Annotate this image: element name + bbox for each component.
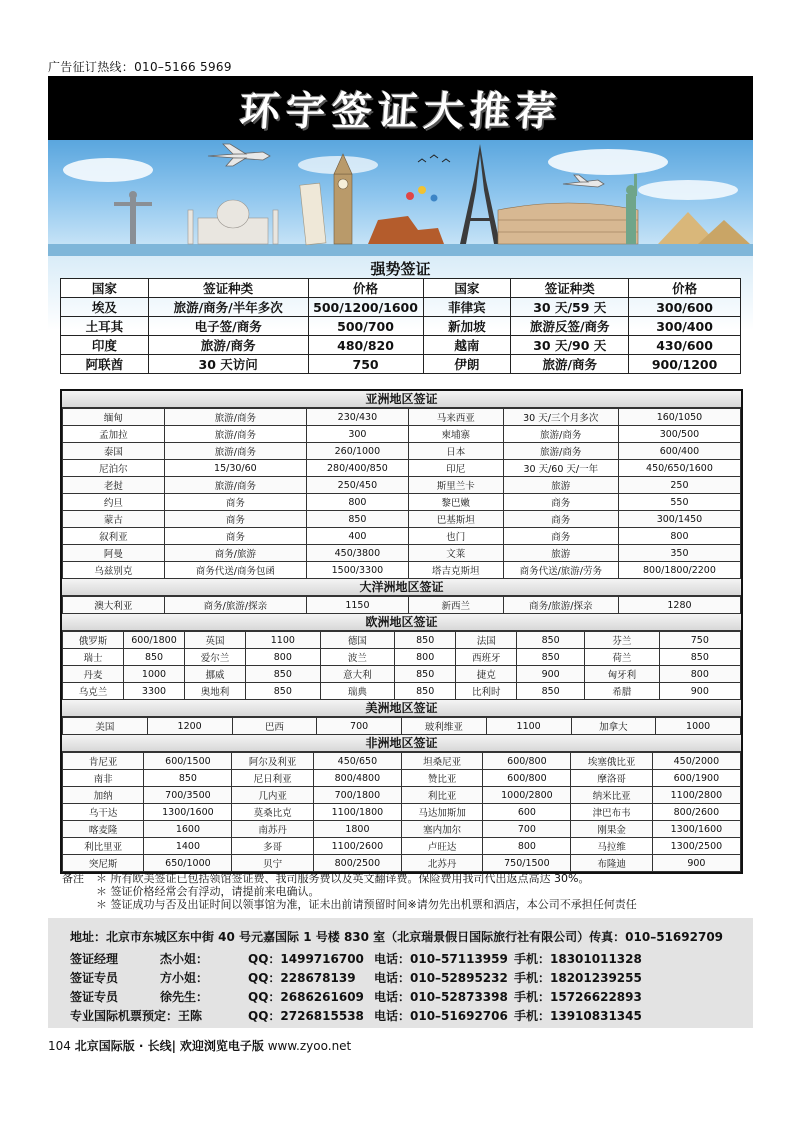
contact-name: 杰小姐： [160, 952, 209, 966]
contact-name: 方小姐： [160, 971, 209, 985]
table-cell: 新西兰 [408, 597, 503, 614]
table-cell: 泰国 [63, 443, 165, 460]
africa-visa-table [62, 752, 741, 872]
table-cell: 850 [307, 511, 409, 528]
table-cell: 850 [517, 683, 585, 700]
table-cell: 黎巴嫩 [408, 494, 503, 511]
contact-row [70, 1007, 753, 1026]
table-row [63, 821, 741, 838]
table-cell: 孟加拉 [63, 426, 165, 443]
table-cell: 15/30/60 [164, 460, 306, 477]
table-cell: 塞内加尔 [401, 821, 482, 838]
table-cell: 商务 [164, 494, 306, 511]
table-cell: 商务 [503, 494, 618, 511]
africa-section-title: 非洲地区签证 [62, 735, 741, 752]
table-cell: 300/1450 [618, 511, 740, 528]
table-cell: 德国 [320, 632, 395, 649]
contact-box [48, 918, 753, 1028]
notes-section [62, 872, 637, 911]
table-cell: 旅游 [503, 545, 618, 562]
table-cell: 800/4800 [313, 770, 401, 787]
table-cell: 利比里亚 [63, 838, 144, 855]
table-cell: 津巴布韦 [571, 804, 652, 821]
table-cell: 900 [652, 855, 740, 872]
table-cell: 柬埔寨 [408, 426, 503, 443]
table-cell: 850 [395, 632, 456, 649]
contact-qq: QQ：1499716700 [248, 952, 364, 966]
europe-visa-table [62, 631, 741, 700]
table-cell: 旅游/商务 [511, 355, 629, 374]
table-cell: 荷兰 [585, 649, 660, 666]
table-cell: 750 [659, 632, 740, 649]
contact-row [70, 969, 753, 988]
table-cell: 700 [483, 821, 571, 838]
table-cell: 700 [317, 718, 402, 735]
table-row [63, 443, 741, 460]
table-row [63, 649, 741, 666]
table-cell: 商务/旅游/探亲 [164, 597, 306, 614]
table-cell: 500/700 [308, 317, 423, 336]
table-cell: 1400 [144, 838, 232, 855]
contact-row [70, 988, 753, 1007]
company-address: 地址：北京市东城区东中街 40 号元嘉国际 1 号楼 830 室（北京瑞景假日国际旅行社有限公司）传真：010–51692709 [70, 930, 724, 944]
welcome-text: 欢迎浏览电子版 [179, 1039, 264, 1053]
table-row [63, 511, 741, 528]
table-cell: 越南 [423, 336, 511, 355]
table-row [63, 494, 741, 511]
table-row [63, 477, 741, 494]
table-cell: 30 天访问 [148, 355, 308, 374]
table-cell: 商务代送/商务包函 [164, 562, 306, 579]
table-cell: 菲律宾 [423, 298, 511, 317]
table-cell: 俄罗斯 [63, 632, 124, 649]
table-cell: 埃塞俄比亚 [571, 753, 652, 770]
table-cell: 突尼斯 [63, 855, 144, 872]
table-cell: 800 [618, 528, 740, 545]
table-row [63, 683, 741, 700]
table-cell: 马拉维 [571, 838, 652, 855]
table-cell: 480/820 [308, 336, 423, 355]
table-row [63, 632, 741, 649]
table-cell: 30 天/60 天/一年 [503, 460, 618, 477]
table-cell: 1600 [144, 821, 232, 838]
table-cell: 750 [308, 355, 423, 374]
america-section-title: 美洲地区签证 [62, 700, 741, 717]
table-cell: 阿尔及利亚 [232, 753, 313, 770]
table-cell: 400 [307, 528, 409, 545]
table-cell: 旅游/商务 [164, 409, 306, 426]
table-cell: 坦桑尼亚 [401, 753, 482, 770]
table-cell: 奥地利 [185, 683, 246, 700]
table-row [63, 545, 741, 562]
table-cell: 600/800 [483, 770, 571, 787]
table-cell: 旅游/商务/半年多次 [148, 298, 308, 317]
table-cell: 商务/旅游 [164, 545, 306, 562]
star-icon: ＊ [96, 885, 111, 898]
table-row [63, 528, 741, 545]
table-cell: 800/1800/2200 [618, 562, 740, 579]
table-cell: 比利时 [456, 683, 517, 700]
table-cell: 巴基斯坦 [408, 511, 503, 528]
table-cell: 1300/1600 [144, 804, 232, 821]
table-cell: 喀麦隆 [63, 821, 144, 838]
table-cell: 乌兹别克 [63, 562, 165, 579]
table-cell: 600/1900 [652, 770, 740, 787]
star-icon: ＊ [96, 898, 111, 911]
table-cell: 旅游 [503, 477, 618, 494]
table-cell: 1000/2800 [483, 787, 571, 804]
oceania-visa-table [62, 596, 741, 614]
ad-hotline: 广告征订热线：010–5166 5969 [48, 60, 232, 74]
table-cell: 旅游/商务 [503, 443, 618, 460]
table-cell: 南非 [63, 770, 144, 787]
table-cell: 印尼 [408, 460, 503, 477]
table-cell: 商务/旅游/探亲 [503, 597, 618, 614]
table-cell: 800 [395, 649, 456, 666]
landmarks-illustration [48, 140, 753, 264]
page-number: 104 [48, 1039, 71, 1053]
contact-qq: QQ：228678139 [248, 971, 356, 985]
table-cell: 280/400/850 [307, 460, 409, 477]
contact-role: 签证经理 [70, 952, 119, 966]
table-cell: 800 [307, 494, 409, 511]
table-row [63, 753, 741, 770]
table-cell: 赞比亚 [401, 770, 482, 787]
table-cell: 1000 [656, 718, 741, 735]
table-cell: 土耳其 [61, 317, 149, 336]
table-cell: 波兰 [320, 649, 395, 666]
table-cell: 埃及 [61, 298, 149, 317]
table-cell: 430/600 [629, 336, 741, 355]
table-cell: 1100 [246, 632, 321, 649]
table-cell: 300/600 [629, 298, 741, 317]
table-cell: 阿联酋 [61, 355, 149, 374]
table-cell: 旅游/商务 [148, 336, 308, 355]
table-cell: 旅游/商务 [503, 426, 618, 443]
table-cell: 850 [659, 649, 740, 666]
table-row [63, 666, 741, 683]
table-cell: 1000 [124, 666, 185, 683]
table-cell: 尼日利亚 [232, 770, 313, 787]
table-cell: 1150 [307, 597, 409, 614]
table-row [63, 787, 741, 804]
table-cell: 850 [124, 649, 185, 666]
header-cell: 价格 [629, 279, 741, 298]
table-cell: 意大利 [320, 666, 395, 683]
table-cell: 乌干达 [63, 804, 144, 821]
edition-label: 北京国际版 · 长线| [74, 1039, 177, 1053]
contact-mobile: 手机：15726622893 [514, 990, 642, 1004]
table-cell: 芬兰 [585, 632, 660, 649]
table-cell: 700/1800 [313, 787, 401, 804]
table-row [61, 336, 741, 355]
table-row [63, 597, 741, 614]
note-text: 所有欧美签证已包括领馆签证费、我司服务费以及英文翻译费。保险费用我司代出返点高达 30%。 [110, 872, 590, 885]
header-cell: 签证种类 [511, 279, 629, 298]
table-cell: 刚果金 [571, 821, 652, 838]
contact-phone: 电话：010–52895232 [374, 971, 508, 985]
table-cell: 匈牙利 [585, 666, 660, 683]
table-cell: 瑞士 [63, 649, 124, 666]
table-cell: 850 [517, 649, 585, 666]
table-cell: 南苏丹 [232, 821, 313, 838]
table-cell: 商务 [164, 511, 306, 528]
contact-phone: 电话：010–51692706 [374, 1009, 508, 1023]
header-cell: 签证种类 [148, 279, 308, 298]
contact-mobile: 手机：18201239255 [514, 971, 642, 985]
table-row [61, 298, 741, 317]
table-cell: 550 [618, 494, 740, 511]
table-cell: 日本 [408, 443, 503, 460]
table-cell: 法国 [456, 632, 517, 649]
table-cell: 印度 [61, 336, 149, 355]
contact-phone: 电话：010–52873398 [374, 990, 508, 1004]
table-cell: 300/500 [618, 426, 740, 443]
table-cell: 450/2000 [652, 753, 740, 770]
banner-title: 环宇签证大推荐 [237, 88, 563, 135]
table-cell: 30 天/90 天 [511, 336, 629, 355]
table-cell: 600/800 [483, 753, 571, 770]
table-cell: 马达加斯加 [401, 804, 482, 821]
table-cell: 450/3800 [307, 545, 409, 562]
table-cell: 1100/1800 [313, 804, 401, 821]
table-cell: 尼泊尔 [63, 460, 165, 477]
table-cell: 800 [483, 838, 571, 855]
table-cell: 纳米比亚 [571, 787, 652, 804]
table-cell: 300/400 [629, 317, 741, 336]
table-cell: 挪威 [185, 666, 246, 683]
table-cell: 利比亚 [401, 787, 482, 804]
table-row [63, 409, 741, 426]
note-text: 签证成功与否及出证时间以领事馆为准，证未出前请预留时间※请勿先出机票和酒店，本公司不承担任何责任 [110, 898, 637, 911]
table-cell: 1300/2500 [652, 838, 740, 855]
airplane-icon [563, 175, 604, 187]
table-header-row [61, 279, 741, 298]
table-row [63, 855, 741, 872]
europe-section-title: 欧洲地区签证 [62, 614, 741, 631]
header-cell: 国家 [61, 279, 149, 298]
table-cell: 商务 [503, 528, 618, 545]
table-cell: 新加坡 [423, 317, 511, 336]
website-link[interactable]: www.zyoo.net [267, 1039, 352, 1053]
table-cell: 摩洛哥 [571, 770, 652, 787]
table-cell: 800 [246, 649, 321, 666]
table-cell: 旅游/商务 [164, 426, 306, 443]
table-cell: 1300/1600 [652, 821, 740, 838]
table-row [63, 770, 741, 787]
table-cell: 加纳 [63, 787, 144, 804]
contact-role: 专业国际机票预定：王陈 [70, 1009, 203, 1023]
page-footer [48, 1037, 351, 1054]
table-cell: 北苏丹 [401, 855, 482, 872]
table-cell: 商务代送/旅游/劳务 [503, 562, 618, 579]
table-cell: 30 天/三个月多次 [503, 409, 618, 426]
table-cell: 多哥 [232, 838, 313, 855]
landmarks-skyline-image [48, 140, 753, 264]
table-cell: 900 [517, 666, 585, 683]
table-cell: 希腊 [585, 683, 660, 700]
table-cell: 1500/3300 [307, 562, 409, 579]
table-row [63, 562, 741, 579]
table-cell: 850 [246, 666, 321, 683]
table-row [63, 804, 741, 821]
table-cell: 850 [395, 683, 456, 700]
table-cell: 瑞典 [320, 683, 395, 700]
table-cell: 850 [395, 666, 456, 683]
strong-visa-table [60, 278, 741, 374]
contact-mobile: 手机：13910831345 [514, 1009, 642, 1023]
table-cell: 蒙古 [63, 511, 165, 528]
table-row [63, 426, 741, 443]
table-cell: 旅游/商务 [164, 477, 306, 494]
table-cell: 爱尔兰 [185, 649, 246, 666]
table-cell: 叙利亚 [63, 528, 165, 545]
table-cell: 450/650/1600 [618, 460, 740, 477]
table-cell: 600 [483, 804, 571, 821]
table-cell: 3300 [124, 683, 185, 700]
table-cell: 斯里兰卡 [408, 477, 503, 494]
table-cell: 30 天/59 天 [511, 298, 629, 317]
table-cell: 1100 [486, 718, 571, 735]
table-cell: 300 [307, 426, 409, 443]
table-cell: 600/400 [618, 443, 740, 460]
table-cell: 900 [659, 683, 740, 700]
title-banner [48, 76, 753, 140]
table-cell: 750/1500 [483, 855, 571, 872]
table-cell: 文莱 [408, 545, 503, 562]
notes-label: 备注 [62, 872, 84, 885]
contact-mobile: 手机：18301011328 [514, 952, 642, 966]
table-cell: 500/1200/1600 [308, 298, 423, 317]
table-cell: 旅游反签/商务 [511, 317, 629, 336]
note-line [62, 898, 637, 911]
america-visa-table [62, 717, 741, 735]
contact-qq: QQ：2726815538 [248, 1009, 364, 1023]
contact-qq: QQ：2686261609 [248, 990, 364, 1004]
table-cell: 1100/2600 [313, 838, 401, 855]
table-cell: 旅游/商务 [164, 443, 306, 460]
table-row [63, 838, 741, 855]
table-cell: 捷克 [456, 666, 517, 683]
table-cell: 1800 [313, 821, 401, 838]
table-cell: 600/1800 [124, 632, 185, 649]
table-cell: 缅甸 [63, 409, 165, 426]
contact-role: 签证专员 [70, 971, 119, 985]
table-cell: 850 [246, 683, 321, 700]
table-cell: 几内亚 [232, 787, 313, 804]
header-cell: 国家 [423, 279, 511, 298]
table-cell: 1200 [147, 718, 232, 735]
table-cell: 900/1200 [629, 355, 741, 374]
table-cell: 马来西亚 [408, 409, 503, 426]
table-cell: 乌克兰 [63, 683, 124, 700]
contact-name: 徐先生： [160, 990, 209, 1004]
table-cell: 丹麦 [63, 666, 124, 683]
table-cell: 250 [618, 477, 740, 494]
asia-visa-table [62, 408, 741, 579]
table-cell: 巴西 [232, 718, 317, 735]
header-cell: 价格 [308, 279, 423, 298]
table-cell: 英国 [185, 632, 246, 649]
table-cell: 450/650 [313, 753, 401, 770]
contact-row [70, 950, 753, 969]
table-cell: 850 [144, 770, 232, 787]
table-cell: 肯尼亚 [63, 753, 144, 770]
table-row [61, 317, 741, 336]
table-cell: 250/450 [307, 477, 409, 494]
table-cell: 电子签/商务 [148, 317, 308, 336]
table-cell: 260/1000 [307, 443, 409, 460]
star-icon: ＊ [96, 872, 111, 885]
contact-phone: 电话：010–57113959 [374, 952, 508, 966]
table-row [63, 460, 741, 477]
table-cell: 莫桑比克 [232, 804, 313, 821]
table-cell: 布隆迪 [571, 855, 652, 872]
note-line [62, 885, 637, 898]
table-cell: 700/3500 [144, 787, 232, 804]
table-cell: 老挝 [63, 477, 165, 494]
regional-visa-tables [60, 389, 743, 874]
table-cell: 350 [618, 545, 740, 562]
table-row [61, 355, 741, 374]
table-cell: 800/2600 [652, 804, 740, 821]
table-cell: 230/430 [307, 409, 409, 426]
table-cell: 西班牙 [456, 649, 517, 666]
table-cell: 玻利维亚 [402, 718, 487, 735]
table-cell: 美国 [63, 718, 148, 735]
table-cell: 约旦 [63, 494, 165, 511]
strong-visa-section [48, 256, 753, 380]
table-cell: 650/1000 [144, 855, 232, 872]
table-cell: 贝宁 [232, 855, 313, 872]
asia-section-title: 亚洲地区签证 [62, 391, 741, 408]
table-cell: 商务 [503, 511, 618, 528]
table-cell: 1280 [618, 597, 740, 614]
table-cell: 商务 [164, 528, 306, 545]
table-cell: 塔吉克斯坦 [408, 562, 503, 579]
strong-visa-title: 强势签证 [370, 260, 431, 278]
table-cell: 800 [659, 666, 740, 683]
table-cell: 800/2500 [313, 855, 401, 872]
note-text: 签证价格经常会有浮动，请提前来电确认。 [110, 885, 320, 898]
table-cell: 加拿大 [571, 718, 656, 735]
table-cell: 阿曼 [63, 545, 165, 562]
table-cell: 卢旺达 [401, 838, 482, 855]
table-cell: 160/1050 [618, 409, 740, 426]
contact-role: 签证专员 [70, 990, 119, 1004]
table-cell: 600/1500 [144, 753, 232, 770]
table-cell: 1100/2800 [652, 787, 740, 804]
table-cell: 也门 [408, 528, 503, 545]
airplane-icon [208, 144, 270, 166]
table-cell: 伊朗 [423, 355, 511, 374]
table-cell: 850 [517, 632, 585, 649]
table-cell: 澳大利亚 [63, 597, 165, 614]
table-row [63, 718, 741, 735]
note-line [62, 872, 637, 885]
oceania-section-title: 大洋洲地区签证 [62, 579, 741, 596]
